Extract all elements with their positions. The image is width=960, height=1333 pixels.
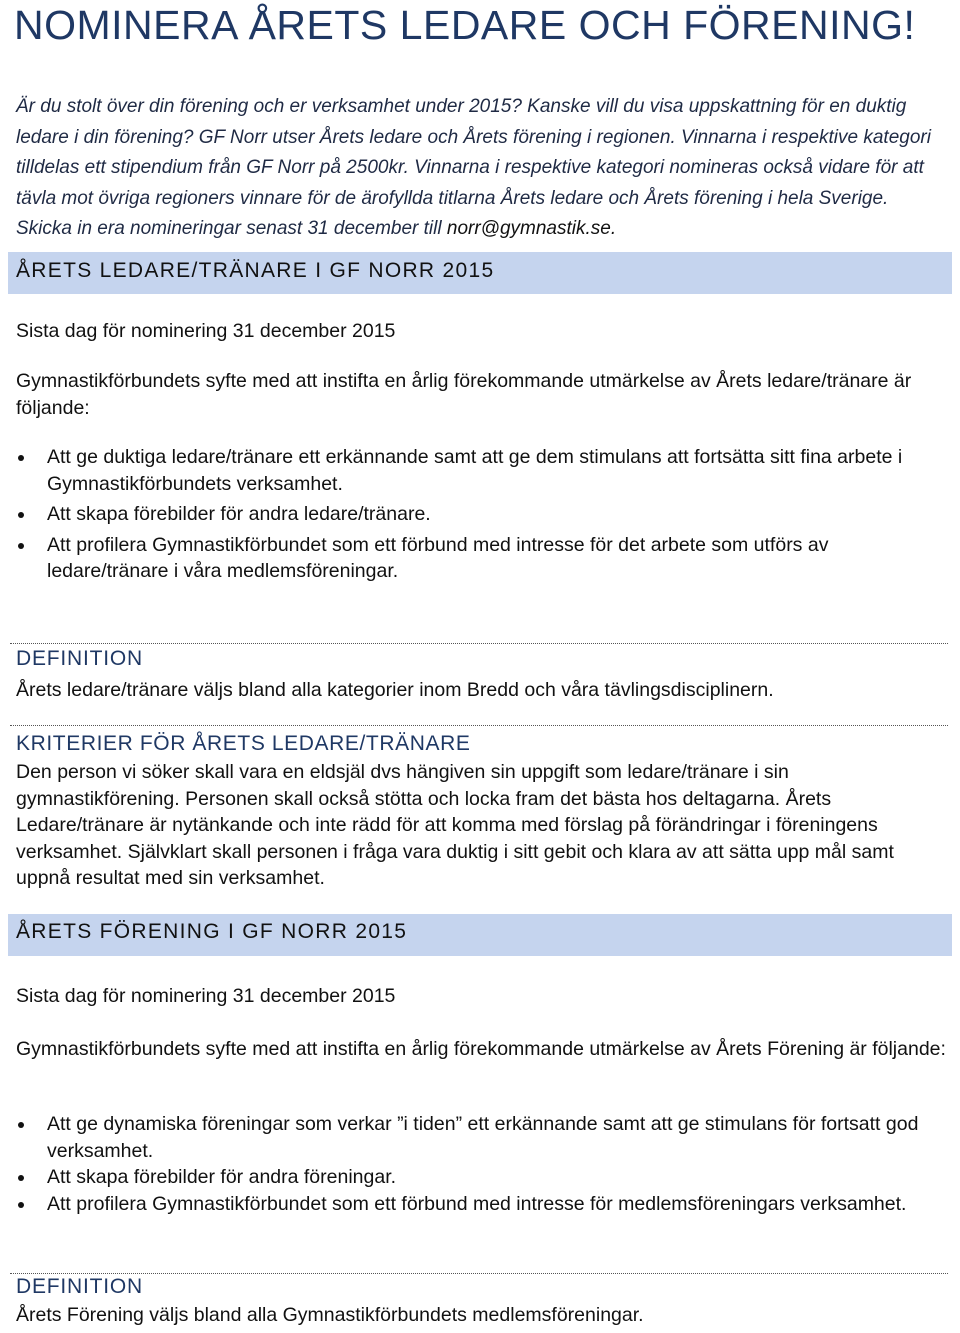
bullet-icon bbox=[18, 1122, 24, 1128]
bullet-text: Att ge dynamiska föreningar som verkar ”i tiden” ett erkännande samt att ge stimulans för fortsatt god verksamhet. bbox=[47, 1113, 919, 1162]
leader-bullet-list bbox=[16, 444, 948, 589]
leader-definition-heading: DEFINITION bbox=[16, 647, 143, 670]
leader-section-heading: ÅRETS LEDARE/TRÄNARE I GF NORR 2015 bbox=[16, 259, 495, 282]
club-bullet-list bbox=[16, 1111, 948, 1217]
intro-paragraph bbox=[16, 92, 946, 245]
bullet-icon bbox=[18, 1175, 24, 1181]
leader-purpose: Gymnastikförbundets syfte med att instifta en årlig förekommande utmärkelse av Årets ledare/tränare är följande: bbox=[16, 370, 912, 419]
club-purpose: Gymnastikförbundets syfte med att instifta en årlig förekommande utmärkelse av Årets Förening är följande: bbox=[16, 1038, 946, 1060]
leader-criteria-text: Den person vi söker skall vara en eldsjäl dvs hängiven sin uppgift som ledare/tränare i sin gymnastikförening. Personen skall också stötta och locka fram det bästa hos deltagarna. Årets Ledare/tränare är nytänkande och inte rädd för att komma med förslag på förändringar i föreningens verksamhet. Självklart skall personen i fråga vara duktig i sitt gebit och klara av att sätta upp mål samt uppnå resultat med sin verksamhet. bbox=[16, 761, 894, 889]
bullet-icon bbox=[18, 512, 24, 518]
bullet-icon bbox=[18, 1202, 24, 1208]
bullet-icon bbox=[18, 455, 24, 461]
list-item bbox=[16, 1191, 948, 1218]
bullet-text: Att profilera Gymnastikförbundet som ett förbund med intresse för det arbete som utförs av ledare/tränare i våra medlemsföreningar. bbox=[47, 533, 829, 582]
list-item bbox=[16, 501, 948, 528]
leader-criteria-heading: KRITERIER FÖR ÅRETS LEDARE/TRÄNARE bbox=[16, 732, 471, 755]
club-section-heading: ÅRETS FÖRENING I GF NORR 2015 bbox=[16, 920, 408, 943]
club-definition-text: Årets Förening väljs bland alla Gymnastikförbundets medlemsföreningar. bbox=[16, 1304, 644, 1326]
leader-deadline: Sista dag för nominering 31 december 2015 bbox=[16, 320, 396, 342]
club-definition-heading: DEFINITION bbox=[16, 1275, 143, 1298]
bullet-text: Att profilera Gymnastikförbundet som ett förbund med intresse för medlemsföreningars verksamhet. bbox=[47, 1192, 907, 1215]
divider bbox=[10, 1273, 948, 1274]
list-item bbox=[16, 444, 948, 497]
intro-text: Är du stolt över din förening och er verksamhet under 2015? Kanske vill du visa uppskattning för en duktig ledare i din förening? GF Norr utser Årets ledare och Årets förening i regionen. Vinnarna i respektive kategori tilldelas ett stipendium från GF Norr på 2500kr. Vinnarna i respektive kategori nomineras också vidare för att tävla mot övriga regioners vinnare för de ärofyllda titlarna Årets ledare och Årets förening i hela Sverige. Skicka in era nomineringar senast 31 december till bbox=[16, 96, 931, 239]
contact-email[interactable]: norr@gymnastik.se. bbox=[446, 218, 617, 239]
bullet-text: Att ge duktiga ledare/tränare ett erkännande samt att ge dem stimulans att fortsätta sitt fina arbete i Gymnastikförbundets verksamhet. bbox=[47, 446, 903, 495]
list-item bbox=[16, 1111, 948, 1164]
divider bbox=[10, 725, 948, 726]
bullet-text: Att skapa förebilder för andra föreningar. bbox=[47, 1166, 397, 1188]
bullet-icon bbox=[18, 543, 24, 549]
divider bbox=[10, 643, 948, 644]
list-item bbox=[16, 1164, 948, 1191]
leader-definition-text: Årets ledare/tränare väljs bland alla kategorier inom Bredd och våra tävlingsdisciplinern. bbox=[16, 679, 774, 701]
page-title: NOMINERA ÅRETS LEDARE OCH FÖRENING! bbox=[14, 2, 916, 48]
list-item bbox=[16, 532, 948, 585]
club-deadline: Sista dag för nominering 31 december 2015 bbox=[16, 985, 396, 1007]
bullet-text: Att skapa förebilder för andra ledare/tränare. bbox=[47, 503, 431, 525]
